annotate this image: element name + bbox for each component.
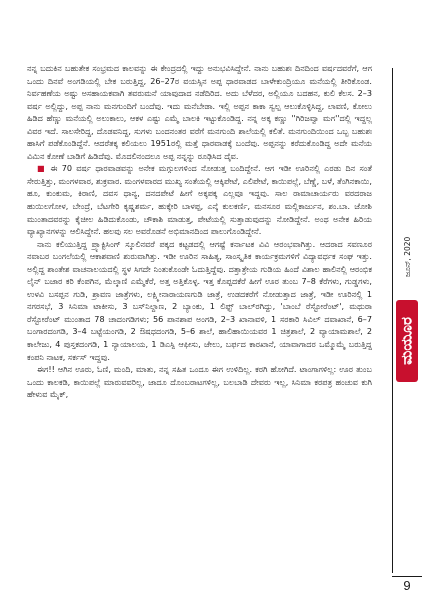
paragraph-2: [27, 162, 372, 237]
issue-date: ಜೂನ್, 2020: [403, 236, 412, 278]
page-number: 9: [403, 578, 411, 593]
article-body: [27, 62, 372, 401]
paragraph-1: ನನ್ನ ಬದುಕಿನ ಬಹುತೇಕ ಸಂಭ್ರಮದ ಕಾಲವನ್ನು ಈ ಕೇಂದ್ರದಲ್ಲಿ ಇದ್ದು ಅನುಭವಿಸಿದ್ದೇನೆ. ನಾನು ಬಹುಶಃ ದಿನದಿಂದ ವರ್ಷದವರೆಗೆ, ಆಗ ಒಂದು ದಿನವೆ ಅಂಗಡಿಯಲ್ಲಿ ಬೇಕ ಬರುತ್ತಿದ್ದ, 26–27ರ ವಯಸ್ಸಿನ ಅಪ್ಪ ಧಾರವಾಡದ ಬಾಳೇಕುಂದ್ರಿಯೂ ಮನೆಯಲ್ಲಿ ತೀರಿಕೊಂಡ. ನಿರ್ವಹಣೆಯ ಅಷ್ಟು ಅಸಹಾಯಕವಾಗಿ ತವರುಮನೆ ಯಾವುದಾದ ನಡೆದಿರಿದ. ಅದು ಬೆಳೆದರ, ಅಲ್ಲಿಯೂ ಬದಹನ, ಕುಲಿ ಕೆಲಸ. 2–3 ವರ್ಷ ಅಲ್ಲಿದ್ದು, ಅಪ್ಪ ನಾನು ಮನಗುಂದಿಗೆ ಬಂದೆವು. ಇದು ಮನೆಬೇಡಾ. ಇಲ್ಲಿ ಅಪ್ಪನ ಕಾಕಾ ಸ್ವಲ್ಪ ಆಲುಕೊಳ್ಳಿಸಿದ್ದ, ಲಾವಣಿ, ಕೋಲು ಹಿಡಿದ ಹೆಣ್ಣು ಮನೆಯಲ್ಲಿ ಅಲುಕಾಲು, ಆಕಳ ಎಷ್ಟು ಎಮ್ಮೆ ಬಾಲಕಿ ಇಟ್ಟುಕೊಂಡಿದ್ದ. ನನ್ನ ಅಕ್ಕ ಕಣ್ಣು ''ಗಿರಿಜವ್ವಾ ಮಗ''ದಲ್ಲಿ ಇದ್ದಲ್ಲ ವಿವರ ಇದೆ. ಸಾಲಸೇರಿದ್ದ, ದೊಡವನಿದ್ದ, ಸುಗಳು ಬಂದನಂತರ ವರೆಗೆ ಮನಗುಂದಿ ಶಾಲೆಯಲ್ಲಿ ಕಲಿತೆ. ಮನಗುಂದಿಯಿಂದ ಒಬ್ಬ ಬಹುಶಃ ಹಾಸಿಗೆ ಪಡೆಕೊಂಡಿದ್ದೆನೆ. ಆದರೆತಕ್ಕ ಕಲಿಯಲು 1951ರಲ್ಲಿ ಮತ್ತೆ ಧಾರವಾಡಕ್ಕೆ ಬಂದೆವು. ಅಪ್ಪನನ್ನು ಕರೆದುಕೊಂಡಿದ್ದ ಅದೇ ಮನೆಯ ವಿಮಿನ ಕೋಣೆ ಬಾಡಿಗೆ ಹಿಡಿದೆವು. ಮೊದಲಿನಂದಲೂ ಅಪ್ಪ ನನ್ನನ್ನು ರೂಢಿಸಿದ ದೈವ.: [27, 63, 372, 161]
page-number-rule: [392, 576, 422, 577]
paragraph-2-text: ಈ 70 ವರ್ಷ ಧಾರವಾಡವನ್ನು ಅನೇಕ ಮಗ್ಗುಲಗಳಿಂದ ನೋಡುತ್ತ ಬಂದಿದ್ದೇನೆ. ಆಗ ಇಡೀ ಊರಿನಲ್ಲಿ ಎರಡು ದಿನ ಸಂತೆ ಸೇರುತ್ತಿತ್ತು, ಮಂಗಳವಾರ, ಶುಕ್ರವಾರ. ಮಂಗಳವಾರದ ಮುಖ್ಯ ಸಂತೆಯಲ್ಲಿ ಆಕ್ಕಿಪೇಟೆ, ಎಲಿಪೇಟೆ, ಕಾಯಿಪಲ್ಲೆ, ಬೆಣ್ಣೆ, ಬಳೆ, ತೆಂಗಿನಕಾಯಿ, ಹೂ, ಕುಂಕುಮ, ಕಿರಾಣಿ, ದವಸ ಧಾನ್ಯ, ದನದಪೇಟೆ ಹೀಗೆ ಅಕ್ಕಪಕ್ಕ ಎಲ್ಲವೂ ಇದ್ದವು. ಸಾಲ ರಾಮಾಚಾರ್ಯರು ವರದರಾಜ ಹುಯಿಲಗೋಳ, ಬೇಂದ್ರೆ, ಬೆಟಗೇರಿ ಕೃಷ್ಣಶರ್ಮ, ಹುಕ್ಕೇರಿ ಬಾಳಪ್ಪ, ಎನ್ಕೆ ಕುಲಕರ್ಣಿ, ಮನಸೂರ ಮಲ್ಲಿಕಾರ್ಜುನ, ಶಂ.ಬಾ. ಜೋಶಿ ಮುಂತಾದವರನ್ನು ಕೈಚೀಲ ಹಿಡಿದುಕೊಂಡು, ಚೌಕಾಶಿ ಮಾಡುತ್ತ, ಪೇಟೆಯಲ್ಲಿ ಸುತ್ತಾಡುವುದನ್ನು ನೋಡಿದ್ದೇನೆ. ಅಂಥ ಅನೇಕ ಹಿರಿಯ ವ್ಯಾಖ್ಯಾನಗಳನ್ನು ಆಲಿಸಿದ್ದೇನೆ. ಹಲವು ಸಲ ಅವರೊಡನೆ ಅಭಿಮಾನದಿಂದ ಪಾಲುಗೊಂಡಿದ್ದೇನೆ.: [27, 163, 372, 237]
vertical-divider: [392, 68, 393, 573]
svg-text:ಮಯೂರ: ಮಯೂರ: [397, 317, 416, 365]
paragraph-3: ನಾನು ಕಲಿಯುತ್ತಿದ್ದ ಪ್ರ್ಯಾಕ್ಟಿಸಿಂಗ್ ಸ್ಕೂಲಿನವರೆ ಪಕ್ಕದ ಕಟ್ಟಡದಲ್ಲಿ ಆಗಷ್ಟೆ ಕರ್ನಾಟಕ ವಿವಿ ಆರಂಭವಾಗಿತ್ತು. ಆದರಾದ ಸವಣೂರ ನವಾಬರ ಬಂಗಲೆಯಲ್ಲಿ ಆಕಾಶವಾಣಿ ಶುರುವಾಗಿತ್ತು. ಇಡೀ ಊರಿನ ಸಾಹಿತ್ಯ, ಸಾಂಸ್ಕೃತಿಕ ಕಾರ್ಯಕ್ರಮಗಳಿಗೆ ವಿದ್ಯಾವರ್ಧಕ ಸಂಘ ಇತ್ತು. ಅಲ್ಲಿದ್ದ ಶಾಂತೇಶ ವಾಚನಾಲಯದಲ್ಲಿ ಸ್ಥಳ ಸಿಗದೇ ನಿಂತುಕೊಂಡೇ ಓದುತ್ತಿದ್ದೆವು. ದತ್ತಾತ್ರೇಯ ಗುಡಿಯ ಹಿಂದೆ ವಿಶಾಲ ಹಾಲಿನಲ್ಲಿ ಆರಂಭಿಕ ಲೈನ್ ಬಜಾರ ಕರಿ ಕೆಂಪಗಿನ, ಮೆಲ್ಕಾಣಿ ಎಮ್ಮೆಕೆರೆ, ಅತ್ತ ಅತ್ತಿಕೊಳ್ಳ. ಇತ್ತ ಕೊಪ್ಪದಕೆರೆ ಹೀಗೆ ಊರ ತುಂಬ 7–8 ಕೆರೆಗಳು, ಗುಡ್ಡಗಳು, ಉಳವಿ ಬಸಪ್ಪನ ಗುಡಿ, ಶ್ರಾವಣ ಜಾತ್ರೆಗಳು, ಲಕ್ಷ್ಮೀನಾರಾಯಣಗುಡಿ ಜಾತ್ರೆ, ಉಡದಕರೆಗೆ ನೋಡುತ್ತಾದ ಜಾತ್ರೆ, ಇಡೀ ಊರಿನಲ್ಲಿ 1 ನಗರಸಭೆ, 3 ಸಿನಿಮಾ ಟಾಕೀಸು, 3 ಬಸ್‌ನಿಲ್ದಾಣ, 2 ಬ್ಯಾಂಕು, 1 ಲಿಫ್ಟ್ ಬಾಲ್‌ರಗಿದ್ದು, 'ಬಾಂಬೆ ರೆಸ್ಟೋರೆಂಟ್', ಮಥುರಾ ರೆಸ್ಟೋರೆಂಟ್ ಮುಂತಾದ 78 ಚಾದಂಗಡಿಗಳು; 56 ಪಾನಶಾಪ ಅಂಗಡಿ, 2–3 ಖಾನಾವಳಿ, 1 ಸರಕಾರಿ ಸಿವಿಲ್ ದವಾಖಾನೆ, 6–7 ಬಂಗಾರದಂಗಡಿ, 3–4 ಬಟ್ಟೆಯಂಗಡಿ, 2 ಔಷಧದಂಗಡಿ, 5–6 ಶಾಲೆ, ಹಾಲಿಹಾಯಿಯವರ 1 ಚಿತ್ರಶಾಲೆ, 2 ವ್ಯಾಯಾಮಶಾಲೆ, 2 ಕಾಲೇಜು, 4 ಪುಸ್ತಕದಂಗಡಿ, 1 ನ್ಯಾಯಾಲಯ, 1 ಡಿಎಸ್ಪಿ ಆಫೀಸು, ಜೇಲು, ಬರ್ಫದ ಕಾರಖಾನೆ, ಯಾವಾಗಾದರ ಒಮ್ಮೊಮ್ಮೆ ಬರುತ್ತಿದ್ದ ಕಂಪನಿ ನಾಟಕ, ಸರ್ಕಸ್ ಇದ್ದವು.: [27, 238, 372, 362]
masthead-logo-icon: [394, 300, 420, 382]
bullet-icon: ■: [37, 163, 47, 174]
paragraph-4: ಈಗ!! ಆಗಿನ ಊರು, ಓಣಿ, ಮಂದಿ, ಮಾತು, ನನ್ನ ಸಹಿತ ಒಂದೂ ಈಗ ಉಳಿದಿಲ್ಲ. ಕರಗಿ ಹೋಗಿದೆ. ಟಾಂಗಾಗಳಿಲ್ಲ: ಊರ ತುಂಬ ಒಂದು ಕಾಲಕಡಿ, ಕಾಯಿಪಲ್ಲೆ ಮಾರುವವರಿಲ್ಲ, ಜಾದೂ ದೊಂಬರಾಟಗಳಿಲ್ಲ, ಬಲಬಾಡಿ ದೇವರು ಇಲ್ಲ, ಸಿನಿಮಾ ಕರಪತ್ರ ಹಂಚುವ ಕುಗಿ ಹೇಳುವ ಮೈಕ್,: [27, 364, 372, 400]
masthead-logo: [394, 300, 420, 382]
